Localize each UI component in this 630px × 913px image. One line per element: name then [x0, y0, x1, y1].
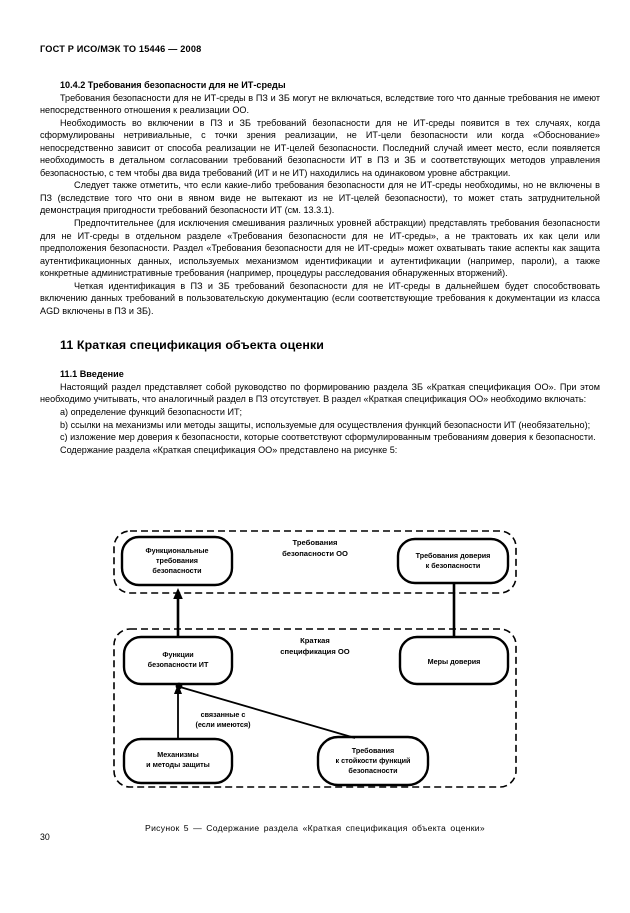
node-strength-of-function-requirements-line2: к стойкости функций — [335, 756, 411, 765]
node-assurance-measures-label: Меры доверия — [427, 657, 481, 666]
list-item-b: b) ссылки на механизмы или методы защиты, используемые для осуществления функций безопасности ИТ (необязательно); — [60, 419, 591, 430]
node-it-security-functions-line2: безопасности ИТ — [147, 660, 209, 669]
node-mechanisms-and-methods-line1: Механизмы — [157, 750, 199, 759]
standard-header: ГОСТ Р ИСО/МЭК ТО 15446 — 2008 — [40, 44, 202, 54]
list-item-c: c) изложение мер доверия к безопасности, которые соответствуют сформулированным требованиям доверия к безопасности. — [60, 432, 596, 443]
paragraph-4: Предпочтительнее (для исключения смешивания различных уровней абстракции) представлять требования безопасности для не ИТ-среды в отдельном разделе «Требования безопасности для не ИТ-среды», а не трактовать их как цели или предположения безопасности. Раздел «Требования безопасности для не ИТ-среды» может охватывать такие аспекты как защита аутентификационных данных, используемых механизмом идентификации и аутентификации (например, пароли), а также конкретные административные требования (например, процедуры расследования обнаруженных вторжений). — [40, 218, 600, 279]
paragraph-3: Следует также отметить, что если какие-либо требования безопасности для не ИТ-среды необходимы, но не включены в ПЗ (вследствие того что они в явном виде не вытекают из не ИТ-целей безопасности), то может стать затруднительной демонстрация пригодности требований безопасности ИТ (см. 13.3.1). — [40, 180, 600, 216]
node-mechanisms-and-methods-line2: и методы защиты — [146, 760, 210, 769]
group-toe-summary-specification-label-line1: Краткая — [300, 636, 330, 645]
list-item-a: a) определение функций безопасности ИТ; — [60, 407, 243, 418]
paragraph-7: Содержание раздела «Краткая спецификация ОО» представлено на рисунке 5: — [60, 444, 398, 455]
node-functional-security-requirements-line3: безопасности — [152, 566, 202, 575]
edge-label-line1: связанные с — [200, 710, 246, 719]
junction-dot — [176, 683, 183, 690]
paragraph-1: Требования безопасности для не ИТ-среды в ПЗ и ЗБ могут не включаться, вследствие того что данные требования не имеют непосредственного отношения к реализации ОО. — [40, 92, 600, 116]
node-strength-of-function-requirements-line1: Требования — [351, 746, 395, 755]
paragraph-6: Настоящий раздел представляет собой руководство по формированию раздела ЗБ «Краткая спецификация ОО». При этом необходимо учитывать, что аналогичный раздел в ПЗ отсутствует. В раздел «Краткая спецификация ОО» необходимо включать: — [40, 381, 600, 405]
edge-label-line2: (если имеются) — [195, 720, 251, 729]
node-assurance-requirements-line1: Требования доверия — [415, 551, 491, 560]
node-it-security-functions-line1: Функции — [162, 650, 194, 659]
group-toe-summary-specification-label-line2: спецификация ОО — [280, 647, 350, 656]
figure-caption: Рисунок 5 — Содержание раздела «Краткая спецификация объекта оценки» — [145, 823, 485, 833]
paragraph-5: Четкая идентификация в ПЗ и ЗБ требований безопасности для не ИТ-среды в дальнейшем будет способствовать включению данных требований в пользовательскую документацию (если соответствующие требования к документации из класса AGD включены в ПЗ и ЗБ). — [40, 280, 600, 316]
page-body — [40, 79, 600, 456]
heading-10-4-2: 10.4.2 Требования безопасности для не ИТ-среды — [60, 80, 286, 90]
figure-5-diagram — [100, 527, 530, 817]
page-number: 30 — [40, 832, 50, 842]
node-assurance-requirements-line2: к безопасности — [425, 561, 481, 570]
node-functional-security-requirements-line2: требования — [156, 556, 198, 565]
node-functional-security-requirements-line1: Функциональные — [145, 546, 209, 555]
figure-5 — [0, 527, 630, 833]
heading-11-1: 11.1 Введение — [60, 369, 124, 380]
heading-section-11: 11 Краткая спецификация объекта оценки — [60, 338, 325, 353]
paragraph-2: Необходимость во включении в ПЗ и ЗБ требований безопасности для не ИТ-среды появится в тех случаях, когда сформулированы нетривиальные, с точки зрения реализации, не ИТ-цели безопасности или когда «Обоснование» непосредственно зависит от способа реализации не ИТ-целей безопасности. Последний случай имеет место, если появляется необходимость в детальном согласовании требований безопасности ИТ в ПЗ и ЗБ и соответствующих методов управления безопасностью, с тем чтобы два вида требований (ИТ и не ИТ) находились на одинаковом уровне абстракции. — [40, 117, 600, 178]
group-toe-security-requirements-label-line1: Требования — [292, 538, 338, 547]
node-strength-of-function-requirements-line3: безопасности — [348, 766, 398, 775]
group-toe-security-requirements-label-line2: безопасности ОО — [282, 549, 348, 558]
